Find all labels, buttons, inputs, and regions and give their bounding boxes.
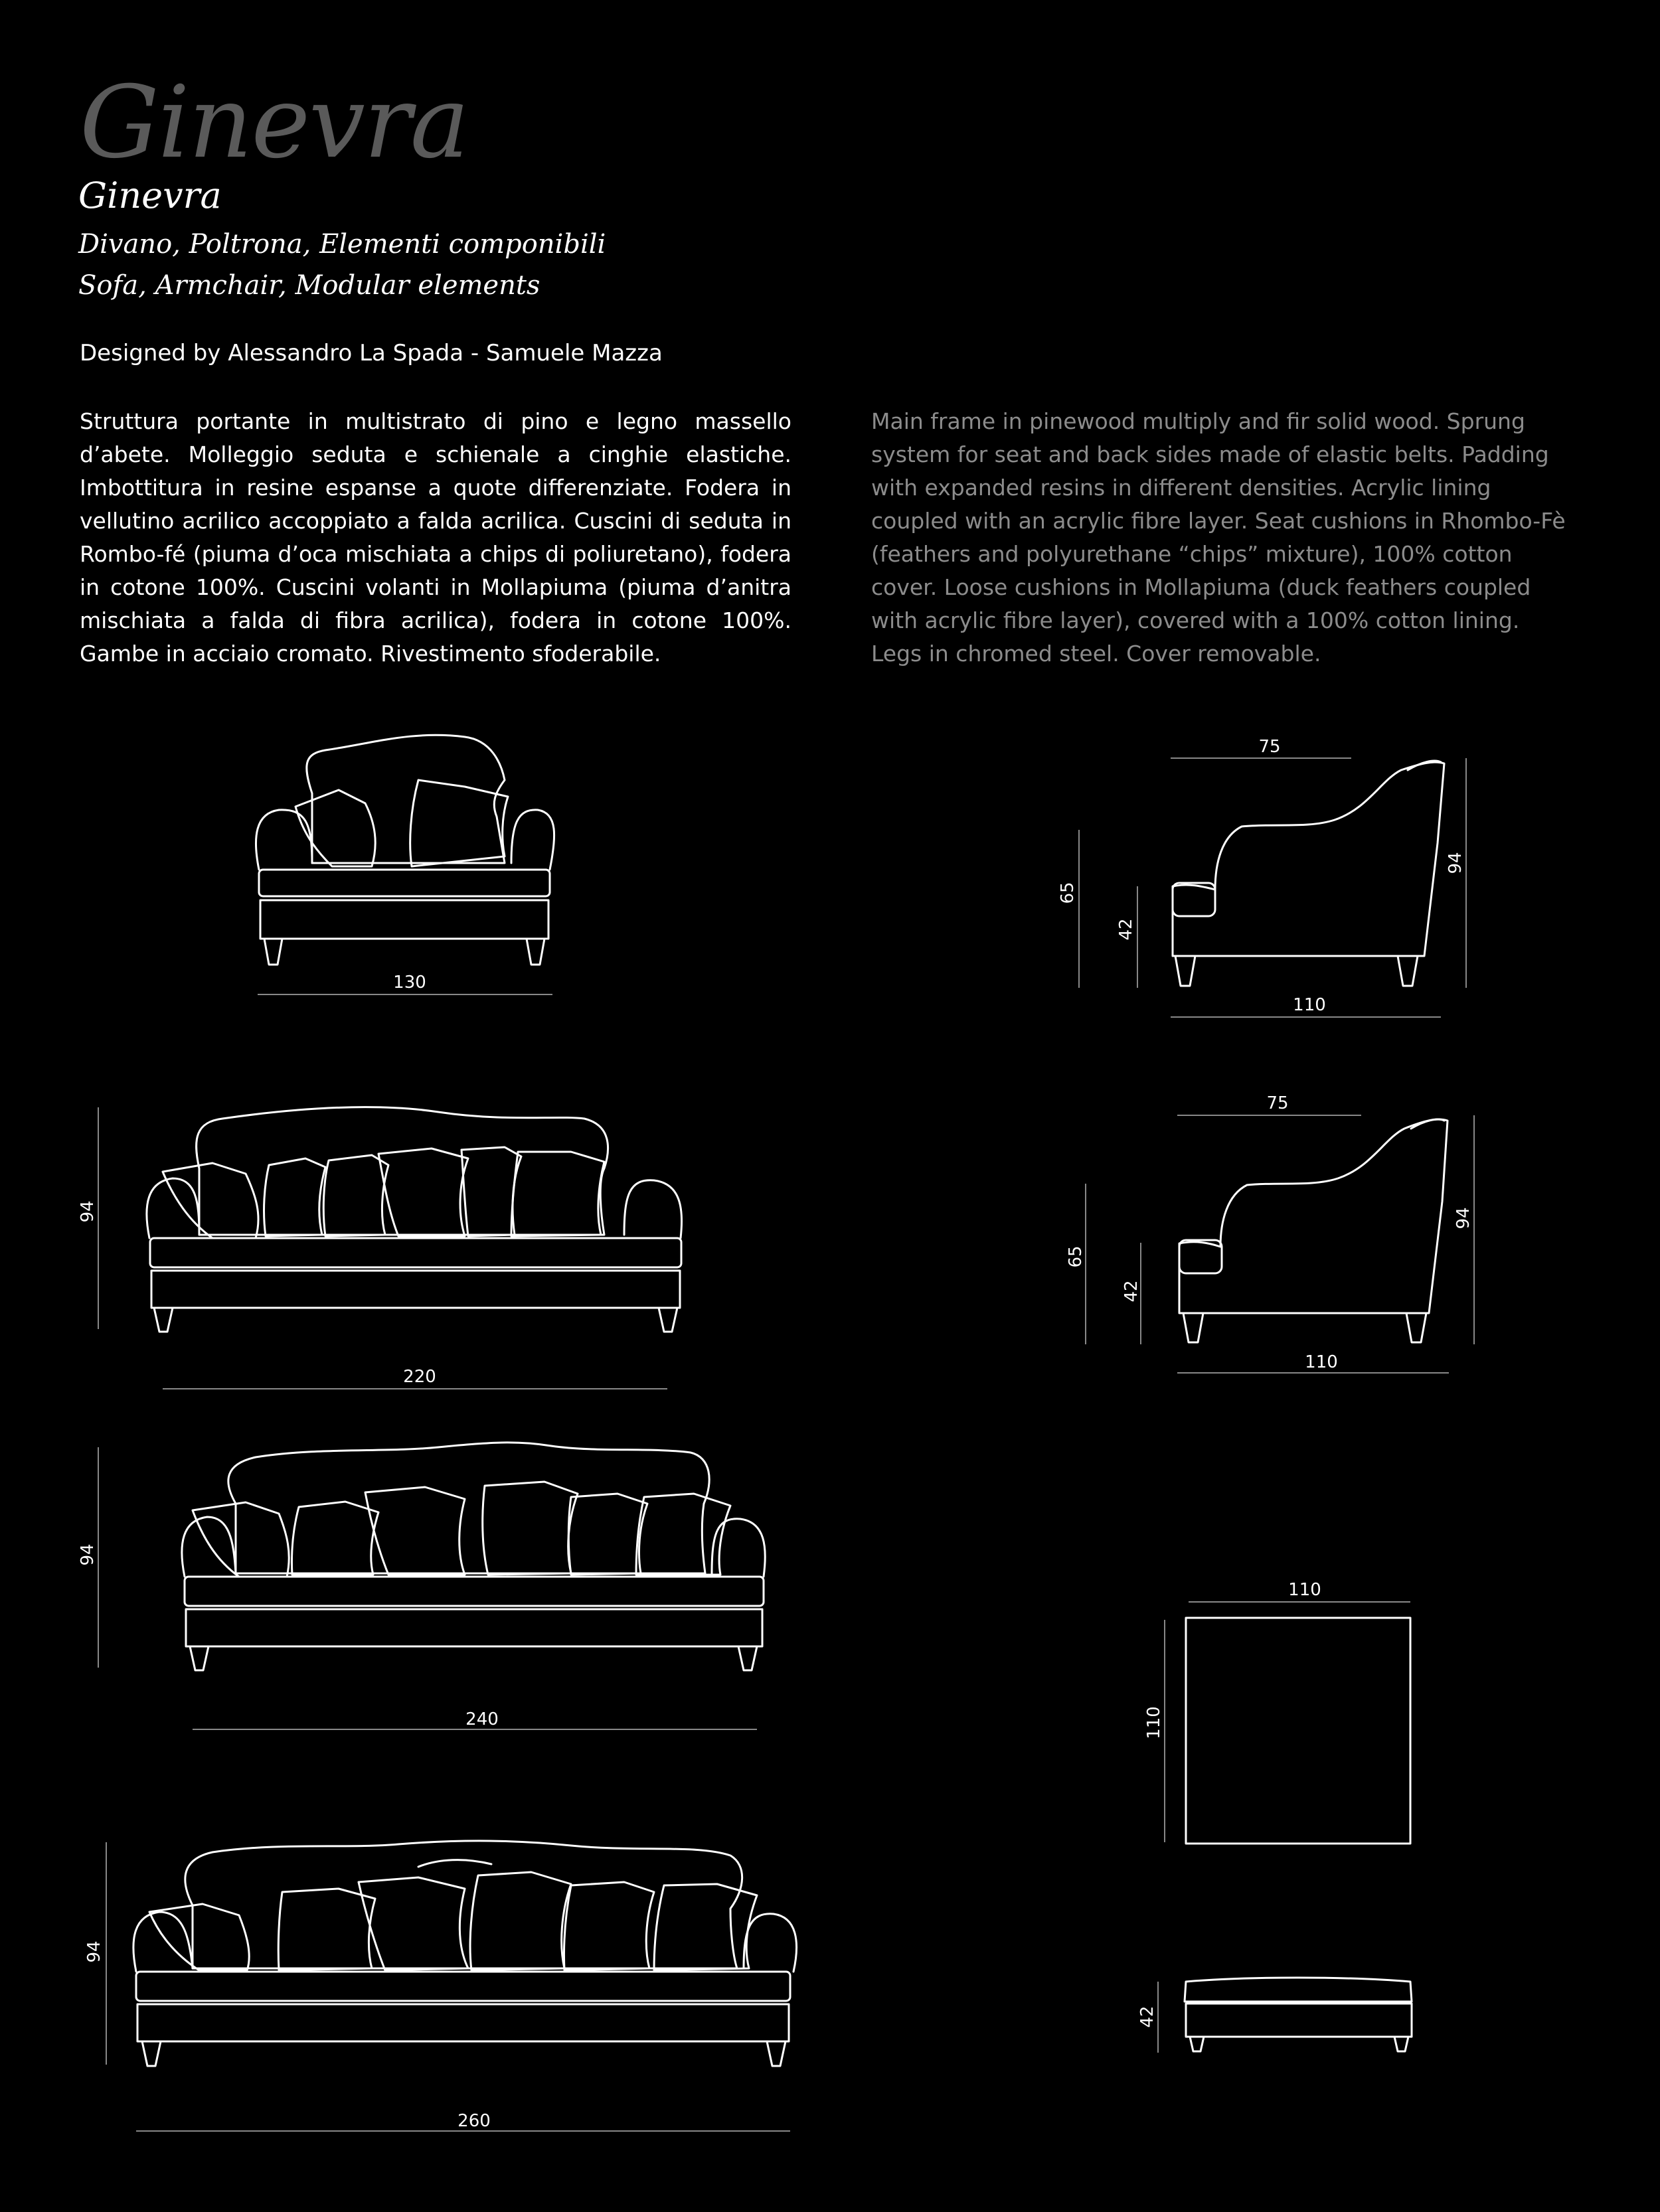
pouf-top-width-label: 110 (1288, 1580, 1321, 1600)
sofa-240-width-label: 240 (465, 1709, 499, 1729)
description-english-body: Main frame in pinewood multiply and fir solid wood. Sprung system for seat and back sides made of elastic belts. Padding with expanded resins in different densities. Acrylic lining coupled with an acrylic fibre layer. Seat cushions in Rhombo-Fè (feathers and polyurethane “chips” mixture), 100% cotton cover. Loose cushions in Mollapiuma (duck feathers coupled with acrylic fibre layer), covered with a 100% cotton lining. (871, 408, 1566, 633)
sofa-side-seat-label: 42 (1121, 1280, 1141, 1303)
description-italian: Struttura portante in multistrato di pino e legno massello d’abete. Molleggio seduta e schienale a cinghie elastiche. Imbottitura in resine espanse a quote differenziate. Fodera in vellutino acrilico accoppiato a falda acrilica. Cuscini di seduta in Rombo-fé (piuma d’oca mischiata a chips di poliuretano), fodera in cotone 100%. Cuscini volanti in Mollapiuma (piuma d’anitra mischiata a falda di fibra acrilica), fodera in cotone 100%. Gambe in acciaio cromato. Rivestimento sfoderabile. (80, 408, 791, 667)
sofa-220-width-label: 220 (403, 1367, 436, 1387)
sofa-side-drawing (1179, 1119, 1448, 1342)
armchair-side-depth-top-label: 75 (1258, 737, 1281, 757)
product-title: Ginevra (78, 175, 222, 216)
subtitle-english: Sofa, Armchair, Modular elements (78, 270, 540, 301)
sofa-240-height-label: 94 (78, 1543, 98, 1566)
sofa-240-dimensions (78, 1447, 757, 1729)
sofa-side-dimensions (1066, 1093, 1474, 1373)
sofa-260-height-label: 94 (84, 1940, 104, 1963)
sofa-side-depth-top-label: 75 (1266, 1093, 1289, 1113)
sofa-side-height-label: 94 (1453, 1207, 1473, 1229)
armchair-front-width-dimension (258, 973, 552, 994)
sofa-220-drawing (147, 1107, 682, 1332)
pouf-top-depth-label: 110 (1144, 1706, 1164, 1739)
pouf-top-dimensions (1144, 1580, 1410, 1842)
pouf-height-label: 42 (1137, 2006, 1157, 2028)
pouf-top-drawing (1186, 1618, 1410, 1844)
sofa-side-depth-label: 110 (1305, 1352, 1338, 1372)
pouf-height-dimension (1137, 1982, 1158, 2053)
sofa-260-width-label: 260 (457, 2111, 491, 2131)
armchair-side-depth-label: 110 (1293, 995, 1326, 1015)
sofa-side-seat-arm-label: 65 (1066, 1245, 1086, 1268)
armchair-side-seat-label: 42 (1116, 918, 1136, 941)
armchair-front-drawing (256, 735, 554, 965)
armchair-front-width-label: 130 (393, 973, 426, 992)
subtitle-italian: Divano, Poltrona, Elementi componibili (78, 229, 606, 260)
brand-logotype: Ginevra (80, 65, 469, 181)
pouf-front-drawing (1185, 1978, 1412, 2051)
armchair-side-drawing (1173, 761, 1444, 986)
sofa-220-dimensions (78, 1107, 667, 1389)
description-english-legs: Legs in chromed steel. Cover removable. (871, 641, 1321, 667)
sofa-220-height-label: 94 (78, 1200, 98, 1223)
sofa-240-drawing (182, 1443, 765, 1670)
armchair-side-seat-arm-label: 65 (1058, 882, 1078, 904)
armchair-side-height-label: 94 (1446, 852, 1465, 874)
designer-credit: Designed by Alessandro La Spada - Samuele Mazza (80, 340, 663, 366)
sofa-260-drawing (133, 1841, 797, 2066)
armchair-side-dimensions (1058, 737, 1466, 1017)
